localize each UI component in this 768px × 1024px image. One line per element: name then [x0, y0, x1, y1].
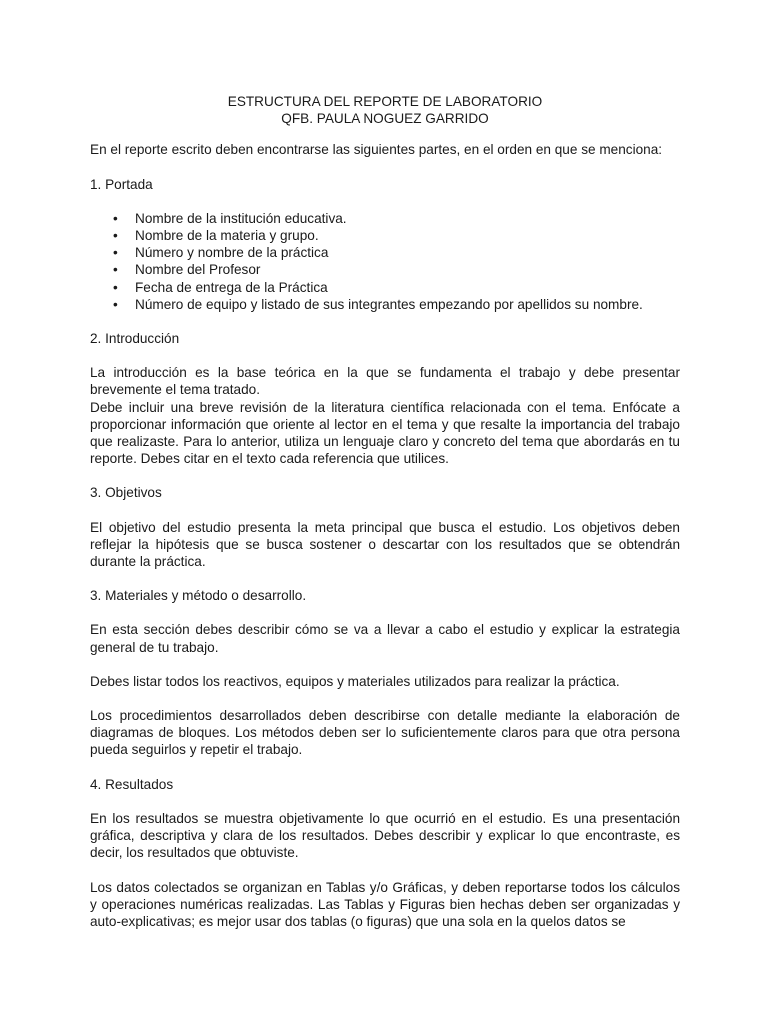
- list-item-text: Número de equipo y listado de sus integrantes empezando por apellidos su nombre.: [135, 296, 643, 312]
- document-title: [90, 93, 680, 127]
- intro-paragraph: En el reporte escrito deben encontrarse las siguientes partes, en el orden en que se menciona:: [90, 142, 663, 158]
- objetivos-paragraph: El objetivo del estudio presenta la meta principal que busca el estudio. Los objetivos deben reflejar la hipótesis que se busca sostener o descartar con los resultados que se obtendrán durante la práctica.: [90, 519, 680, 570]
- section-heading-materiales: 3. Materiales y método o desarrollo.: [90, 588, 307, 604]
- list-item: [113, 279, 680, 296]
- section-heading-introduccion: 2. Introducción: [90, 331, 180, 347]
- introduccion-paragraph-2: Debe incluir una breve revisión de la literatura científica relacionada con el tema. Enfócate a proporcionar información que oriente al lector en el tema y que resalte la importancia del trabajo que realizaste. Para lo anterior, utiliza un lenguaje claro y concreto del tema que abordarás en tu reporte. Debes citar en el texto cada referencia que utilices.: [90, 399, 680, 467]
- portada-bullet-list: [90, 210, 680, 313]
- list-item: [113, 244, 680, 261]
- list-item-text: Fecha de entrega de la Práctica: [135, 279, 328, 295]
- bullet-icon: •: [113, 296, 118, 312]
- list-item: [113, 210, 680, 227]
- section-heading-resultados: 4. Resultados: [90, 776, 174, 792]
- bullet-icon: •: [113, 228, 118, 244]
- title-line-2: QFB. PAULA NOGUEZ GARRIDO: [281, 111, 489, 127]
- list-item: [113, 227, 680, 244]
- materiales-paragraph-3: Los procedimientos desarrollados deben describirse con detalle mediante la elaboración de diagramas de bloques. Los métodos deben ser lo suficientemente claros para que otra persona pueda seguirlos y repetir el trabajo.: [90, 708, 680, 758]
- bullet-icon: •: [113, 279, 118, 295]
- bullet-icon: •: [113, 245, 118, 261]
- materiales-paragraph-2: Debes listar todos los reactivos, equipos y materiales utilizados para realizar la práctica.: [90, 673, 620, 689]
- resultados-paragraph-1: En los resultados se muestra objetivamente lo que ocurrió en el estudio. Es una presentación gráfica, descriptiva y clara de los resultados. Debes describir y explicar lo que encontraste, es decir, los resultados que obtuviste.: [90, 810, 680, 861]
- list-item-text: Nombre del Profesor: [135, 262, 261, 278]
- list-item: [113, 261, 680, 278]
- title-line-1: ESTRUCTURA DEL REPORTE DE LABORATORIO: [227, 94, 543, 109]
- list-item-text: Número y nombre de la práctica: [135, 245, 329, 261]
- materiales-paragraph-1: En esta sección debes describir cómo se va a llevar a cabo el estudio y explicar la estrategia general de tu trabajo.: [90, 622, 680, 655]
- bullet-icon: •: [113, 210, 118, 226]
- section-heading-portada: 1. Portada: [90, 176, 153, 192]
- list-item-text: Nombre de la materia y grupo.: [135, 228, 319, 244]
- document-content: [90, 93, 680, 930]
- section-heading-objetivos: 3. Objetivos: [90, 485, 162, 501]
- list-item-text: Nombre de la institución educativa.: [135, 210, 347, 226]
- resultados-paragraph-2: Los datos colectados se organizan en Tablas y/o Gráficas, y deben reportarse todos los cálculos y operaciones numéricas realizadas. Las Tablas y Figuras bien hechas deben ser organizadas y auto-explicativas; es mejor usar dos tablas (o figuras) que una sola en la quelos datos se: [90, 879, 680, 929]
- introduccion-paragraph-1: La introducción es la base teórica en la que se fundamenta el trabajo y debe presentar brevemente el tema tratado.: [90, 365, 680, 398]
- list-item: [113, 296, 680, 313]
- bullet-icon: •: [113, 262, 118, 278]
